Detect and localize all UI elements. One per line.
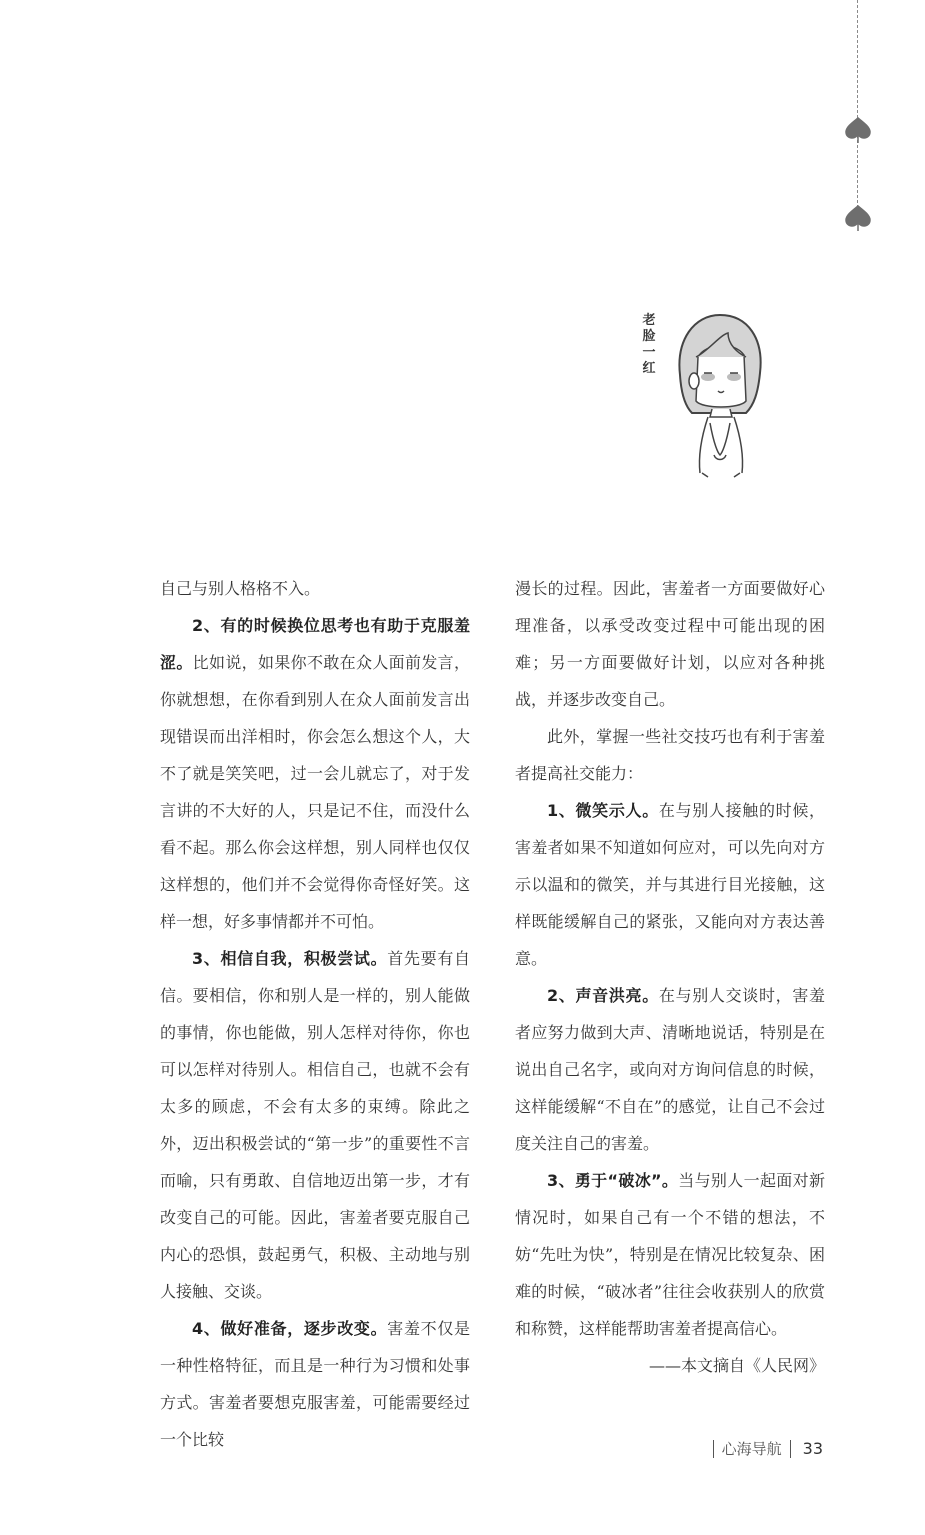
page-footer — [705, 1438, 823, 1459]
point-heading: 2、声音洪亮。 — [547, 986, 659, 1005]
section-name: 心海导航 — [721, 1440, 782, 1458]
paragraph: 此外，掌握一些社交技巧也有利于害羞者提高社交能力： — [515, 727, 825, 783]
paragraph — [160, 940, 470, 1310]
paragraph-body: 首先要有自信。要相信，你和别人是一样的，别人能做的事情，你也能做，别人怎样对待你，你也可以怎样对待别人。相信自己，也就不会有太多的顾虑，不会有太多的束缚。除此之外，迈出积极尝试的“第一步”的重要性不言而喻，只有勇敢、自信地迈出第一步，才有改变自己的可能。因此，害羞者要克服自己内心的恐惧，鼓起勇气，积极、主动地与别人接触、交谈。 — [160, 949, 470, 1301]
dashed-divider-line — [857, 0, 858, 218]
caption-char: 一 — [642, 345, 656, 360]
caption-char: 脸 — [642, 329, 656, 344]
paragraph — [160, 1310, 470, 1458]
heart-icon — [845, 204, 871, 232]
paragraph — [160, 607, 470, 940]
paragraph — [515, 1162, 825, 1347]
point-heading: 2、有的时候换位思考也有助于克服羞涩。 — [160, 616, 470, 672]
paragraph: 漫长的过程。因此，害羞者一方面要做好心理准备，以承受改变过程中可能出现的困难；另一方面要做好计划，以应对各种挑战，并逐步改变自己。 — [515, 579, 825, 709]
paragraph-body: 在与别人交谈时，害羞者应努力做到大声、清晰地说话，特别是在说出自己名字，或向对方询问信息的时候，这样能缓解“不自在”的感觉，让自己不会过度关注自己的害羞。 — [515, 986, 825, 1153]
page-number: 33 — [802, 1439, 823, 1458]
footer-divider — [713, 1440, 714, 1458]
paragraph-body: 害羞不仅是一种性格特征，而且是一种行为习惯和处事方式。害羞者要想克服害羞，可能需要经过一个比较 — [160, 1319, 470, 1449]
point-heading: 4、做好准备，逐步改变。 — [192, 1319, 388, 1338]
blushing-girl-illustration — [640, 305, 775, 480]
paragraph-body: 比如说，如果你不敢在众人面前发言，你就想想，在你看到别人在众人面前发言出现错误而出洋相时，你会怎么想这个人，大不了就是笑笑吧，过一会儿就忘了，对于发言讲的不大好的人，只是记不住，而没什么看不起。那么你会这样想，别人同样也仅仅这样想的，他们并不会觉得你奇怪好笑。这样一想，好多事情都并不可怕。 — [160, 653, 470, 931]
illustration-caption — [640, 313, 658, 377]
point-heading: 1、微笑示人。 — [547, 801, 659, 820]
paragraph-body: 在与别人接触的时候，害羞者如果不知道如何应对，可以先向对方示以温和的微笑，并与其进行目光接触，这样既能缓解自己的紧张，又能向对方表达善意。 — [515, 801, 825, 968]
source-attribution: ——本文摘自《人民网》 — [648, 1356, 825, 1375]
paragraph: 自己与别人格格不入。 — [160, 579, 321, 598]
paragraph — [515, 977, 825, 1162]
girl-drawing — [662, 305, 772, 480]
paragraph-body: 当与别人一起面对新情况时，如果自己有一个不错的想法，不妨“先吐为快”，特别是在情况比较复杂、困难的时候，“破冰者”往往会收获别人的欣赏和称赞，这样能帮助害羞者提高信心。 — [515, 1171, 825, 1338]
point-heading: 3、勇于“破冰”。 — [547, 1171, 679, 1190]
point-heading: 3、相信自我，积极尝试。 — [192, 949, 388, 968]
footer-divider — [790, 1440, 791, 1458]
left-text-column — [160, 570, 470, 1458]
caption-char: 老 — [642, 313, 656, 328]
right-text-column — [515, 570, 825, 1384]
heart-icon — [845, 116, 871, 144]
paragraph — [515, 792, 825, 977]
caption-char: 红 — [642, 361, 656, 376]
